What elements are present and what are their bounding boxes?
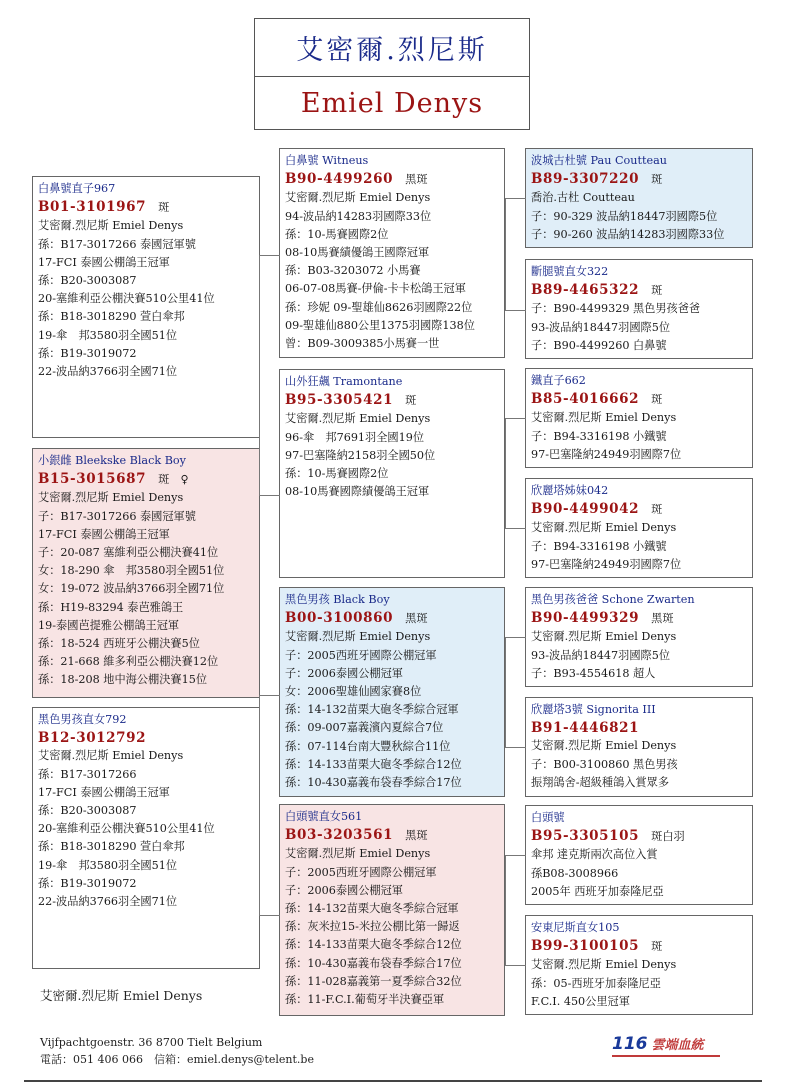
record-line: 93-波品納18447羽國際5位	[531, 320, 671, 334]
record-line: 子：B94-3316198 小鐵號	[531, 429, 667, 443]
record-line: 曾：B09-3009385小馬賽一世	[285, 337, 440, 351]
ring-number-row	[531, 937, 747, 956]
ring-number: B95-3305105	[531, 828, 640, 845]
ring-number-row	[531, 719, 747, 737]
bird-name: 黑色男孩直女792	[38, 713, 127, 726]
feather-color: 黑斑	[405, 173, 428, 187]
record-line: 孫：B19-3019072	[38, 346, 137, 360]
connector-line	[505, 418, 506, 528]
bird-name: 白頭號	[531, 811, 565, 824]
ring-number: B90-4499329	[531, 610, 640, 627]
record-line: 子：B90-4499260 白鼻號	[531, 338, 667, 352]
feather-color: 斑白羽	[651, 830, 685, 844]
ring-number: B90-4499042	[531, 501, 640, 518]
pedigree-card-g3-2	[525, 259, 753, 359]
record-line: 艾密爾.烈尼斯 Emiel Denys	[531, 739, 677, 753]
ring-number-row	[38, 729, 254, 747]
record-line: 女：18-290 傘 邦3580羽全國51位	[38, 564, 225, 578]
ring-number-row	[531, 500, 747, 519]
feather-color: 斑	[158, 201, 170, 215]
pedigree-card-g1-dam	[32, 448, 260, 698]
pedigree-card-g2-sd	[279, 369, 505, 578]
ring-number-row	[531, 609, 747, 628]
feather-color: 斑	[405, 394, 417, 408]
ring-number: B90-4499260	[285, 171, 394, 188]
feather-color: 黑斑	[405, 612, 428, 626]
ring-number: B03-3203561	[285, 827, 394, 844]
record-line: 孫：18-208 地中海公棚決賽15位	[38, 673, 208, 687]
feather-color: 斑	[651, 173, 663, 187]
pedigree-card-g1-sire	[32, 176, 260, 438]
address-line: Vijfpachtgoenstr. 36 8700 Tielt Belgium	[40, 1036, 263, 1049]
footer-breeder: 艾密爾.烈尼斯 Emiel Denys	[40, 988, 203, 1003]
record-line: 子：B94-3316198 小鐵號	[531, 539, 667, 553]
title-english: Emiel Denys	[300, 87, 484, 119]
record-line: 傘邦 達克斯兩次高位入賞	[531, 848, 658, 862]
record-line: 女：2006聖雄仙國家賽8位	[285, 685, 422, 699]
record-line: 子：90-260 波品納14283羽國際33位	[531, 227, 725, 241]
connector-line	[505, 310, 526, 311]
bird-name: 白頭號直女561	[285, 810, 363, 823]
bird-name: 白鼻號直子967	[38, 182, 116, 195]
record-line: 孫：B18-3018290 萱白傘邦	[38, 310, 185, 324]
pedigree-card-g3-5	[525, 587, 753, 687]
record-line: 20-塞維利亞公棚決賽510公里41位	[38, 292, 215, 306]
bottom-rule	[24, 1080, 762, 1082]
connector-line	[505, 418, 526, 419]
connector-line	[505, 637, 526, 638]
record-line: 22-波品納3766羽全國71位	[38, 365, 178, 379]
ring-number-row	[531, 390, 747, 409]
record-line: 孫：05-西班牙加泰隆尼亞	[531, 976, 661, 990]
record-line: 97-巴塞隆納24949羽國際7位	[531, 447, 682, 461]
ring-number: B01-3101967	[38, 199, 147, 216]
record-line: 孫：10-430嘉義布袋春季綜合17位	[285, 956, 462, 970]
bird-name: 波城古杜號 Pau Coutteau	[531, 154, 667, 167]
bird-name: 安東尼斯直女105	[531, 921, 620, 934]
record-line: 19-傘 邦3580羽全國51位	[38, 858, 178, 872]
record-line: 孫：B19-3019072	[38, 876, 137, 890]
record-line: 20-塞維利亞公棚決賽510公里41位	[38, 822, 215, 836]
record-line: 子：B00-3100860 黑色男孩	[531, 757, 678, 771]
ring-number-row	[285, 170, 499, 189]
record-line: 09-聖雄仙880公里1375羽國際138位	[285, 318, 475, 332]
bird-name: 小銀雌 Bleekske Black Boy	[38, 454, 186, 467]
record-line: 97-巴塞隆納2158羽全國50位	[285, 448, 436, 462]
connector-line	[505, 198, 506, 310]
connector-line	[505, 747, 526, 748]
record-line: F.C.I. 450公里冠軍	[531, 994, 630, 1008]
record-line: 孫：B18-3018290 萱白傘邦	[38, 840, 185, 854]
record-line: 孫：14-133苗栗大砲冬季綜合12位	[285, 938, 462, 952]
record-line: 孫：10-430嘉義布袋春季綜合17位	[285, 776, 462, 790]
ring-number-row	[285, 609, 499, 628]
feather-color: 黑斑	[405, 829, 428, 843]
ring-number: B89-4465322	[531, 282, 640, 299]
record-line: 孫：14-132苗栗大砲冬季綜合冠軍	[285, 703, 459, 717]
cloud-pedigree-logo	[612, 1034, 704, 1054]
feather-color: 斑 ♀	[158, 473, 189, 487]
logo-underline	[612, 1055, 720, 1057]
pedigree-card-g3-6	[525, 697, 753, 797]
record-line: 艾密爾.烈尼斯 Emiel Denys	[38, 749, 184, 763]
record-line: 97-巴塞隆納24949羽國際7位	[531, 557, 682, 571]
record-line: 子：90-329 波品納18447羽國際5位	[531, 209, 718, 223]
pedigree-card-g3-7	[525, 805, 753, 905]
record-line: 19-泰國芭提雅公棚鴿王冠軍	[38, 618, 180, 632]
ring-number-row	[285, 391, 499, 410]
connector-line	[259, 695, 260, 915]
record-line: 17-FCI 泰國公棚鴿王冠軍	[38, 527, 170, 541]
record-line: 08-10馬賽國際績優鴿王冠軍	[285, 485, 430, 499]
ring-number: B12-3012792	[38, 730, 147, 747]
record-line: 孫：B03-3203072 小馬賽	[285, 264, 421, 278]
record-line: 孫：珍妮 09-聖雄仙8626羽國際22位	[285, 300, 473, 314]
record-line: 孫：10-馬賽國際2位	[285, 227, 389, 241]
record-line: 17-FCI 泰國公棚鴿王冠軍	[38, 255, 170, 269]
pedigree-card-g3-4	[525, 478, 753, 578]
title-box	[254, 18, 530, 130]
record-line: 06-07-08馬賽-伊倫-卡卡松鴿王冠軍	[285, 282, 466, 296]
ring-number: B00-3100860	[285, 610, 394, 627]
ring-number: B85-4016662	[531, 391, 640, 408]
title-chinese: 艾密爾.烈尼斯	[296, 34, 488, 66]
feather-color: 斑	[651, 284, 663, 298]
pedigree-card-g2-ss	[279, 148, 505, 358]
record-line: 孫：10-馬賽國際2位	[285, 467, 389, 481]
connector-line	[505, 855, 506, 965]
record-line: 孫：14-133苗栗大砲冬季綜合12位	[285, 757, 462, 771]
record-line: 96-傘 邦7691羽全國19位	[285, 430, 425, 444]
record-line: 孫：21-668 維多利亞公棚決賽12位	[38, 655, 219, 669]
footer-contact	[40, 1034, 314, 1068]
feather-color: 斑	[651, 940, 663, 954]
ring-number: B15-3015687	[38, 471, 147, 488]
record-line: 艾密爾.烈尼斯 Emiel Denys	[285, 412, 431, 426]
ring-number: B91-4446821	[531, 720, 640, 737]
record-line: 艾密爾.烈尼斯 Emiel Denys	[38, 491, 184, 505]
record-line: 孫：11-028嘉義第一夏季綜合32位	[285, 974, 462, 988]
record-line: 孫B08-3008966	[531, 866, 619, 880]
record-line: 艾密爾.烈尼斯 Emiel Denys	[531, 958, 677, 972]
feather-color: 斑	[651, 393, 663, 407]
connector-line	[505, 198, 526, 199]
record-line: 喬治.古杜 Coutteau	[531, 191, 635, 205]
bird-name: 黑色男孩 Black Boy	[285, 593, 390, 606]
logo-number: 116	[612, 1034, 648, 1054]
record-line: 孫：H19-83294 泰芭雅鴿王	[38, 600, 184, 614]
record-line: 孫：B17-3017266 泰國冠軍號	[38, 237, 196, 251]
ring-number: B99-3100105	[531, 938, 640, 955]
record-line: 子：2005西班牙國際公棚冠軍	[285, 648, 437, 662]
record-line: 2005年 西班牙加泰隆尼亞	[531, 884, 664, 898]
ring-number: B89-3307220	[531, 171, 640, 188]
record-line: 子：B17-3017266 泰國冠軍號	[38, 509, 196, 523]
record-line: 孫：灰米拉15-米拉公棚比第一歸返	[285, 920, 460, 934]
contact-line: 電話：051 406 066 信箱：emiel.denys@telent.be	[40, 1053, 314, 1066]
connector-line	[505, 528, 526, 529]
connector-line	[505, 637, 506, 747]
record-line: 孫：B20-3003087	[38, 274, 137, 288]
record-line: 艾密爾.烈尼斯 Emiel Denys	[285, 630, 431, 644]
record-line: 子：2006泰國公棚冠軍	[285, 883, 403, 897]
record-line: 女：19-072 波品納3766羽全國71位	[38, 582, 225, 596]
bird-name: 黑色男孩爸爸 Schone Zwarten	[531, 593, 695, 606]
record-line: 93-波品納18447羽國際5位	[531, 648, 671, 662]
ring-number-row	[531, 827, 747, 846]
bird-name: 鐵直子662	[531, 374, 586, 387]
ring-number-row	[531, 170, 747, 189]
pedigree-card-g3-8	[525, 915, 753, 1015]
record-line: 振翔鴿舍-超級種鴿入賞眾多	[531, 775, 670, 789]
record-line: 艾密爾.烈尼斯 Emiel Denys	[531, 411, 677, 425]
bird-name: 欣麗塔3號 Signorita III	[531, 703, 656, 716]
ring-number-row	[38, 198, 254, 217]
logo-text: 雲端血統	[651, 1038, 704, 1053]
record-line: 孫：B17-3017266	[38, 767, 137, 781]
record-line: 22-波品納3766羽全國71位	[38, 895, 178, 909]
pedigree-card-g2-ds	[279, 587, 505, 797]
record-line: 孫：B20-3003087	[38, 804, 137, 818]
pedigree-card-g3-1	[525, 148, 753, 248]
bird-name: 白鼻號 Witneus	[285, 154, 369, 167]
record-line: 孫：07-114台南大豐秋綜合11位	[285, 739, 451, 753]
feather-color: 斑	[651, 503, 663, 517]
record-line: 孫：09-007嘉義濱內夏綜合7位	[285, 721, 444, 735]
record-line: 子：B90-4499329 黑色男孩爸爸	[531, 302, 701, 316]
record-line: 艾密爾.烈尼斯 Emiel Denys	[531, 521, 677, 535]
connector-line	[259, 255, 280, 256]
connector-line	[259, 695, 280, 696]
connector-line	[259, 915, 280, 916]
record-line: 08-10馬賽績優鴿王國際冠軍	[285, 246, 430, 260]
pedigree-card-g1-extra	[32, 707, 260, 969]
record-line: 艾密爾.烈尼斯 Emiel Denys	[285, 847, 431, 861]
record-line: 孫：18-524 西班牙公棚決賽5位	[38, 637, 200, 651]
feather-color: 黑斑	[651, 612, 674, 626]
bird-name: 山外狂飆 Tramontane	[285, 375, 403, 388]
connector-line	[259, 255, 260, 495]
ring-number-row	[531, 281, 747, 300]
record-line: 孫：11-F.C.I.葡萄牙半決賽亞軍	[285, 993, 445, 1007]
record-line: 19-傘 邦3580羽全國51位	[38, 328, 178, 342]
bird-name: 欣麗塔姊妹042	[531, 484, 609, 497]
record-line: 子：B93-4554618 超人	[531, 666, 656, 680]
record-line: 艾密爾.烈尼斯 Emiel Denys	[285, 191, 431, 205]
pedigree-card-g3-3	[525, 368, 753, 468]
record-line: 子：20-087 塞維利亞公棚決賽41位	[38, 546, 219, 560]
bird-name: 斷腿號直女322	[531, 265, 609, 278]
record-line: 17-FCI 泰國公棚鴿王冠軍	[38, 785, 170, 799]
ring-number-row	[38, 470, 254, 489]
ring-number: B95-3305421	[285, 392, 394, 409]
connector-line	[505, 855, 526, 856]
record-line: 艾密爾.烈尼斯 Emiel Denys	[531, 630, 677, 644]
record-line: 孫：14-132苗栗大砲冬季綜合冠軍	[285, 902, 459, 916]
record-line: 艾密爾.烈尼斯 Emiel Denys	[38, 219, 184, 233]
record-line: 94-波品納14283羽國際33位	[285, 209, 432, 223]
ring-number-row	[285, 826, 499, 845]
connector-line	[505, 965, 526, 966]
pedigree-card-g2-dd	[279, 804, 505, 1016]
record-line: 子：2006泰國公棚冠軍	[285, 666, 403, 680]
connector-line	[259, 495, 280, 496]
record-line: 子：2005西班牙國際公棚冠軍	[285, 865, 437, 879]
